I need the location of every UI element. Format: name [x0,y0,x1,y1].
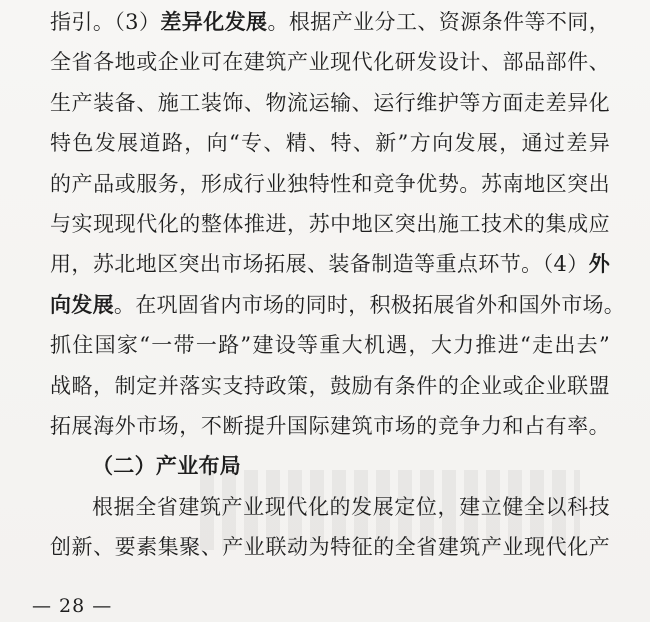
page-number: — 28 — [32,595,113,617]
text-line [50,244,610,284]
text-segment: 全省各地或企业可在建筑产业现代化研发设计、部品部件、 [50,50,610,75]
text-line [50,2,610,42]
paragraph-line: 根据全省建筑产业现代化的发展定位，建立健全以科技 [92,494,610,519]
text-segment: 生产装备、施工装饰、物流运输、运行维护等方面走差异化 [50,90,610,115]
text-segment: 的产品或服务，形成行业独特性和竞争优势。苏南地区突出 [50,171,610,196]
text-segment: 抓住国家“一带一路”建设等重大机遇，大力推进“走出去” [50,333,610,358]
text-segment: 战略，制定并落实支持政策，鼓励有条件的企业或企业联盟 [50,373,610,398]
text-segment: 。在巩固省内市场的同时，积极拓展省外和国外市场。 [113,292,626,317]
text-segment: 与实现现代化的整体推进，苏中地区突出施工技术的集成应 [50,211,610,236]
paragraph-line: 创新、要素集聚、产业联动为特征的全省建筑产业现代化产 [50,535,610,560]
text-segment: 拓展海外市场，不断提升国际建筑市场的竞争力和占有率。 [50,413,610,438]
section-heading: （二）产业布局 [92,453,242,479]
text-line [50,204,610,244]
text-line [50,285,626,325]
body-text [50,2,626,567]
bold-term: 外 [588,251,610,277]
text-segment: 。根据产业分工、资源条件等不同， [267,10,610,34]
text-line [50,164,610,204]
text-line [50,83,610,123]
text-segment: 指引。（3） [50,10,161,34]
text-line [50,406,610,446]
text-line [50,42,610,82]
bold-term: 向发展 [50,291,114,317]
text-line [50,325,610,365]
text-line [50,366,610,406]
text-line [50,123,610,163]
text-segment: 特色发展道路，向“专、精、特、新”方向发展，通过差异 [50,131,610,156]
bold-term: 差异化发展 [160,9,268,34]
text-segment: 用，苏北地区突出市场拓展、装备制造等重点环节。（4） [50,252,589,277]
